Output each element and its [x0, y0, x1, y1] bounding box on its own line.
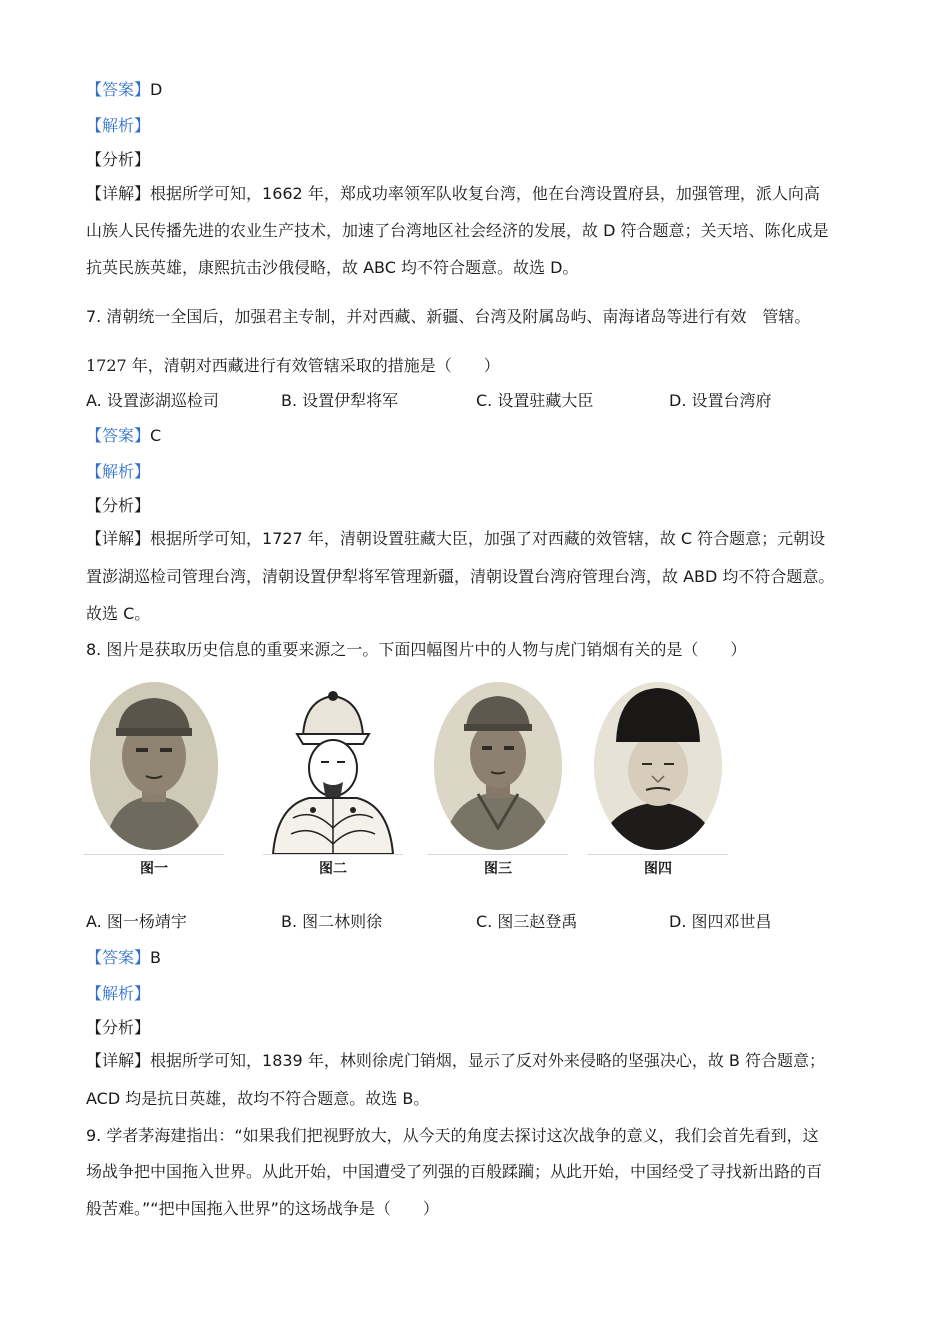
detail-tag: 【详解】: [86, 184, 151, 203]
option-a: A. 图一杨靖宇: [86, 912, 187, 931]
answer-tag: 【答案】: [86, 80, 151, 99]
figure-caption: 图一: [140, 861, 168, 877]
figure-3: [428, 678, 568, 878]
figure-caption: 图三: [484, 861, 512, 877]
answer-value: D: [150, 80, 163, 99]
answer-line: [86, 425, 161, 447]
option-c: C. 图三赵登禹: [476, 912, 578, 931]
portrait-officer-uniform-icon: [428, 678, 568, 854]
option-a: A. 设置澎湖巡检司: [86, 391, 219, 410]
fenxi-tag: 【分析】: [86, 1018, 151, 1037]
question-stem: 1727 年，清朝对西藏进行有效管辖采取的措施是（ ）: [86, 356, 500, 375]
analysis-tag: 【解析】: [86, 116, 151, 135]
analysis-tag: 【解析】: [86, 462, 151, 481]
detail-tag: 【详解】: [86, 1051, 151, 1070]
portrait-soldier-cap-icon: [84, 678, 224, 854]
answer-tag: 【答案】: [86, 948, 151, 967]
figure-caption: 图二: [319, 861, 347, 877]
detail-line: 故选 C。: [86, 604, 151, 623]
question-stem: 般苦难。”“把中国拖入世界”的这场战争是（ ）: [86, 1199, 439, 1218]
detail-tag: 【详解】: [86, 529, 151, 548]
option-b: B. 图二林则徐: [281, 912, 383, 931]
option-c: C. 设置驻藏大臣: [476, 391, 594, 410]
detail-line: 抗英民族英雄，康熙抗击沙俄侵略，故 ABC 均不符合题意。故选 D。: [86, 258, 579, 277]
answer-value: B: [150, 948, 161, 967]
question-stem: 8. 图片是获取历史信息的重要来源之一。下面四幅图片中的人物与虎门销烟有关的是（ ）: [86, 640, 747, 659]
figure-1: [84, 678, 224, 878]
analysis-tag: 【解析】: [86, 984, 151, 1003]
fenxi-tag: 【分析】: [86, 496, 151, 515]
option-b: B. 设置伊犁将军: [281, 391, 399, 410]
answer-line: [86, 947, 161, 969]
figure-4: [588, 678, 728, 878]
question-stem: 9. 学者茅海建指出：“如果我们把视野放大，从今天的角度去探讨这次战争的意义，我们会首先看到，这: [86, 1126, 819, 1145]
answer-tag: 【答案】: [86, 426, 151, 445]
figure-2: [263, 678, 403, 878]
option-d: D. 图四邓世昌: [669, 912, 772, 931]
detail-line: 【详解】根据所学可知，1727 年，清朝设置驻藏大臣，加强了对西藏的效管辖，故 C 符合题意；元朝设: [86, 529, 826, 548]
detail-line: ACD 均是抗日英雄，故均不符合题意。故选 B。: [86, 1089, 430, 1108]
question-stem: 7. 清朝统一全国后，加强君主专制，并对西藏、新疆、台湾及附属岛屿、南海诸岛等进行有效 管辖。: [86, 307, 811, 326]
portrait-qing-official-drawing-icon: [263, 678, 403, 854]
figure-caption: 图四: [644, 861, 672, 877]
detail-line: 置澎湖巡检司管理台湾，清朝设置伊犁将军管理新疆，清朝设置台湾府管理台湾，故 ABD 均不符合题意。: [86, 567, 835, 586]
option-d: D. 设置台湾府: [669, 391, 772, 410]
detail-line: 【详解】根据所学可知，1839 年，林则徐虎门销烟，显示了反对外来侵略的坚强决心，故 B 符合题意；: [86, 1051, 825, 1070]
detail-line: 山族人民传播先进的农业生产技术，加速了台湾地区社会经济的发展，故 D 符合题意；关天培、陈化成是: [86, 221, 829, 240]
answer-value: C: [150, 426, 162, 445]
question-stem: 场战争把中国拖入世界。从此开始，中国遭受了列强的百般蹂躏；从此开始，中国经受了寻找新出路的百: [86, 1162, 823, 1181]
detail-line: 【详解】根据所学可知，1662 年，郑成功率领军队收复台湾，他在台湾设置府县，加强管理，派人向高: [86, 184, 820, 203]
answer-line: [86, 79, 162, 101]
fenxi-tag: 【分析】: [86, 150, 151, 169]
portrait-qing-official-hat-icon: [588, 678, 728, 854]
